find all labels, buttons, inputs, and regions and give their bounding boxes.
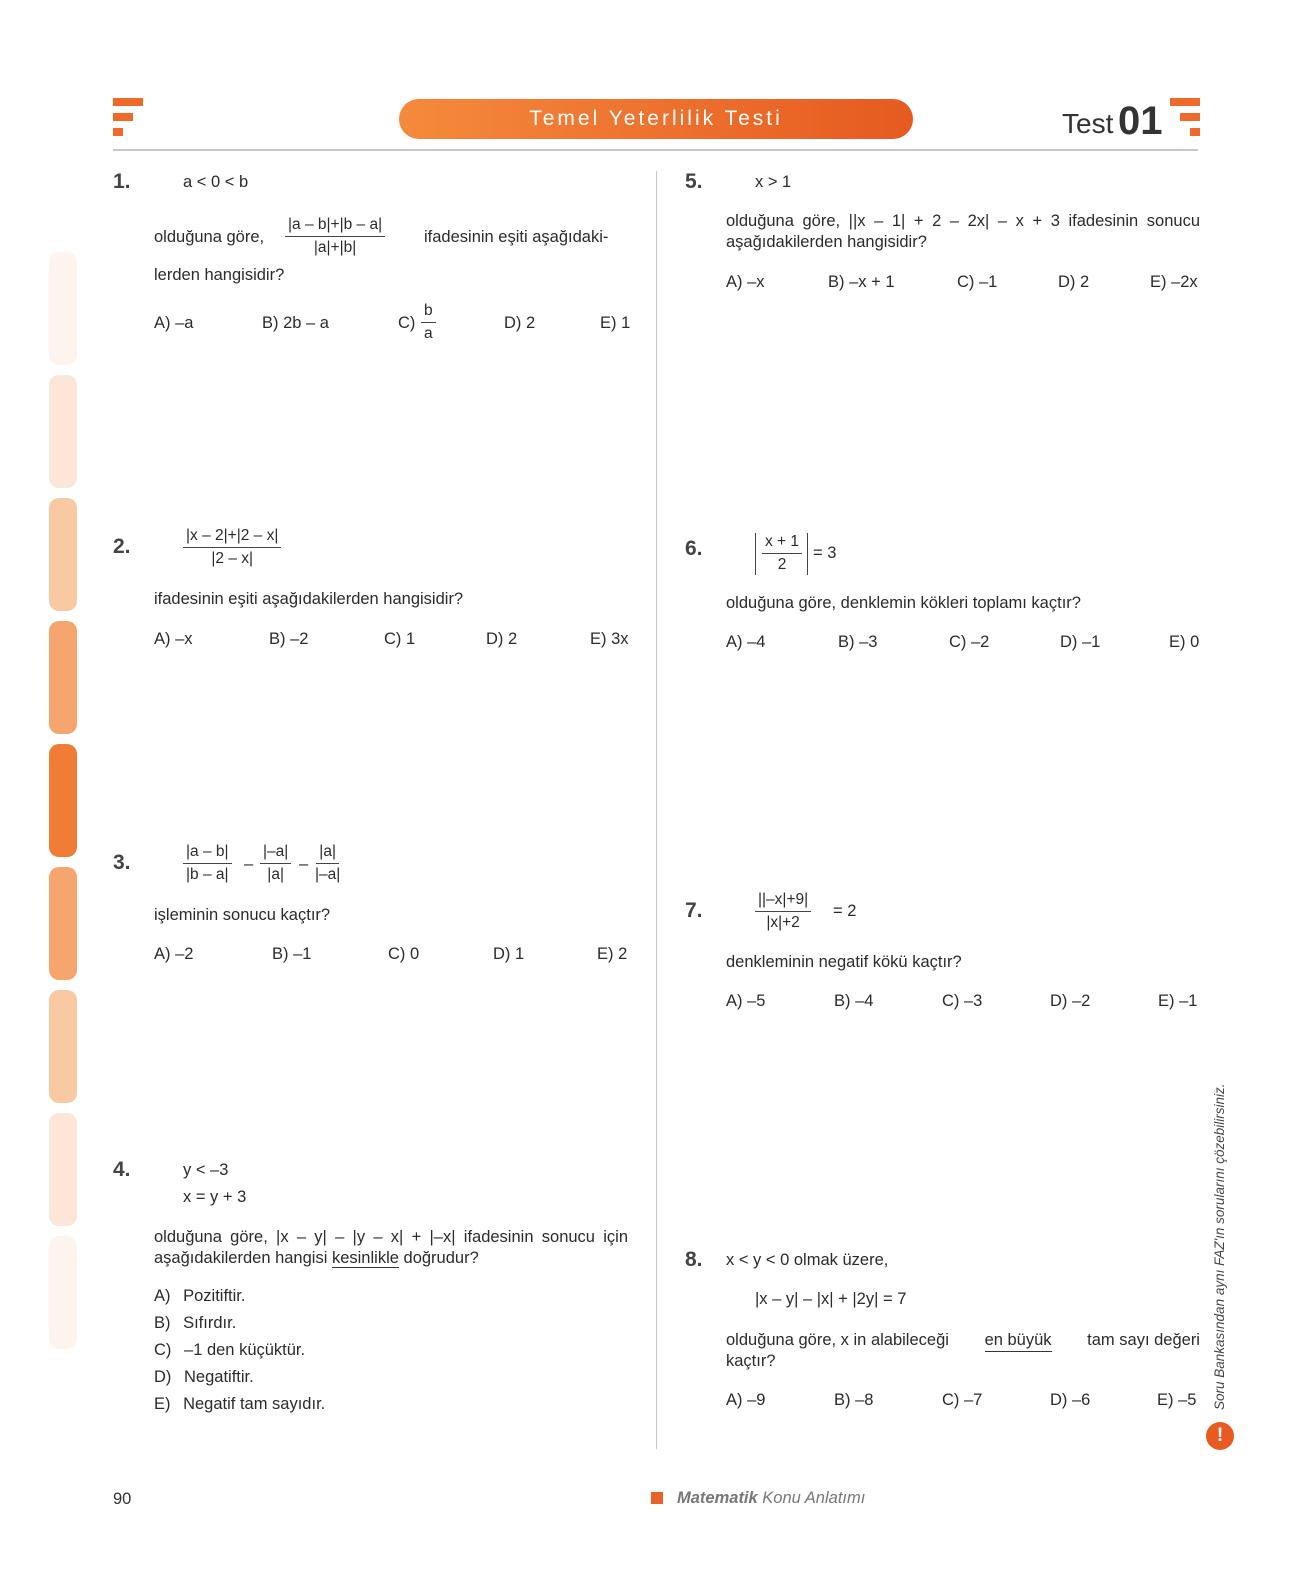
question-number: 7. (685, 899, 703, 922)
page-number: 90 (113, 1490, 132, 1508)
option-a[interactable]: A) –x (154, 630, 193, 648)
fraction-numerator: |a – b| (183, 843, 232, 864)
stem-text: olduğuna göre, ||x – 1| + 2 – 2x| – x + 3 ifadesinin sonucu (726, 212, 1200, 230)
emphasis-underline: kesinlikle (331, 1249, 399, 1267)
stem-text: olduğuna göre, x in alabileceği (726, 1331, 949, 1349)
option-e[interactable]: E) 2 (597, 945, 628, 963)
option-b[interactable]: B) –3 (838, 633, 878, 651)
option-text: –1 den küçüktür. (184, 1341, 306, 1359)
side-tab (49, 744, 77, 857)
given-condition: x > 1 (755, 173, 792, 191)
fraction-denominator: |b – a| (186, 866, 229, 883)
option-text: Negatiftir. (184, 1368, 254, 1386)
question-number: 5. (685, 170, 703, 193)
option-a[interactable]: A) –9 (726, 1391, 766, 1409)
footer-square-icon (651, 1492, 663, 1504)
given-condition: a < 0 < b (183, 173, 249, 191)
option-a[interactable]: A) –a (154, 314, 194, 332)
option-c[interactable]: C) 0 (388, 945, 420, 963)
side-tab (49, 1236, 77, 1349)
side-tab (49, 621, 77, 734)
side-tab (49, 1113, 77, 1226)
option-b[interactable]: B) –8 (834, 1391, 874, 1409)
option-a[interactable]: A) –2 (154, 945, 194, 963)
option-fraction (421, 302, 436, 343)
test-label: Test (1062, 108, 1114, 139)
column-divider (656, 171, 657, 1449)
option-c[interactable]: C) –2 (949, 633, 990, 651)
option-letter: B) (154, 1314, 171, 1332)
option-e[interactable]: E) –2x (1150, 273, 1198, 291)
fraction-denominator: |a| (267, 866, 284, 883)
question-number: 2. (113, 535, 131, 558)
stem-text: işleminin sonucu kaçtır? (154, 906, 331, 924)
given-condition: x < y < 0 olmak üzere, (726, 1251, 889, 1269)
fraction-term-3 (315, 843, 340, 884)
stem-text: olduğuna göre, |x – y| – |y – x| + |–x| ifadesinin sonucu için (154, 1228, 628, 1246)
fraction-denominator: |2 – x| (211, 550, 254, 567)
side-tab (49, 252, 77, 365)
minus-sign: – (299, 855, 309, 873)
stem-text: kaçtır? (726, 1352, 776, 1370)
option-d[interactable]: D) –6 (1050, 1391, 1091, 1409)
option-text: Pozitiftir. (183, 1287, 246, 1305)
abs-bar-right (807, 533, 808, 575)
option-d[interactable]: D) 1 (493, 945, 525, 963)
question-number: 1. (113, 170, 131, 193)
fraction-expression (285, 216, 385, 257)
option-b[interactable]: B) –x + 1 (828, 273, 895, 291)
option-a[interactable]: A) –x (726, 273, 765, 291)
abs-bar-left (755, 533, 756, 575)
fraction-denominator: |a|+|b| (313, 239, 357, 256)
option-c[interactable]: C) –3 (942, 992, 983, 1010)
option-letter: D) (154, 1368, 172, 1386)
option-b[interactable]: B) –2 (269, 630, 309, 648)
minus-sign: – (244, 855, 254, 873)
given-condition: x = y + 3 (183, 1188, 247, 1206)
book-title (677, 1489, 865, 1508)
option-text: Negatif tam sayıdır. (183, 1395, 326, 1413)
option-text: Sıfırdır. (183, 1314, 237, 1332)
stem-text: ifadesinin eşiti aşağıdaki- (424, 228, 609, 246)
stem-text: denkleminin negatif kökü kaçtır? (726, 953, 962, 971)
fraction-numerator: |a| (316, 843, 339, 864)
option-letter: C) (154, 1341, 172, 1359)
stem-text: ifadesinin eşiti aşağıdakilerden hangisidir? (154, 590, 464, 608)
option-e[interactable]: E) –5 (1157, 1391, 1197, 1409)
option-d[interactable]: D) –1 (1060, 633, 1101, 651)
warning-icon: ! (1206, 1422, 1234, 1450)
stem-text: aşağıdakilerden hangisidir? (726, 233, 927, 251)
question-number: 6. (685, 537, 703, 560)
fraction-term-2 (260, 843, 291, 884)
header-divider (113, 149, 1198, 151)
fraction-term-1 (183, 843, 232, 884)
option-a[interactable]: A) –4 (726, 633, 766, 651)
fraction-expression (755, 891, 811, 932)
question-number: 4. (113, 1158, 131, 1181)
option-d[interactable]: D) –2 (1050, 992, 1091, 1010)
option-a[interactable]: A) –5 (726, 992, 766, 1010)
option-e[interactable]: E) 3x (590, 630, 629, 648)
stem-text: doğrudur? (403, 1249, 479, 1267)
emphasis-underline: en büyük (985, 1329, 1052, 1352)
option-e[interactable]: E) –1 (1158, 992, 1198, 1010)
test-title: Temel Yeterlilik Testi (399, 99, 913, 139)
option-b[interactable] (154, 1314, 236, 1333)
option-d[interactable]: D) 2 (504, 314, 536, 332)
side-tab (49, 375, 77, 488)
option-b[interactable]: B) –1 (272, 945, 312, 963)
fraction-denominator: a (424, 325, 433, 342)
option-e[interactable]: E) 0 (1169, 633, 1200, 651)
option-c[interactable]: C) 1 (384, 630, 416, 648)
stem-text (154, 1249, 479, 1268)
fraction-denominator: |–a| (315, 866, 341, 883)
question-number: 3. (113, 851, 131, 874)
fraction-numerator: ||–x|+9| (755, 891, 811, 912)
question-number: 8. (685, 1248, 703, 1271)
option-e[interactable] (154, 1395, 325, 1414)
given-condition: |x – y| – |x| + |2y| = 7 (755, 1290, 907, 1308)
option-a[interactable] (154, 1287, 245, 1306)
stem-text (726, 1329, 1200, 1352)
fraction-expression (762, 533, 802, 574)
fraction-numerator: b (421, 302, 436, 323)
stem-text: tam sayı değeri (1087, 1331, 1200, 1349)
fraction-denominator: 2 (777, 556, 787, 573)
fraction-expression (183, 527, 281, 568)
book-title-bold: Matematik (677, 1489, 758, 1507)
option-d[interactable] (154, 1368, 254, 1387)
book-title-rest: Konu Anlatımı (762, 1489, 866, 1507)
stem-text: olduğuna göre, (154, 228, 265, 246)
equation-rhs: = 2 (833, 902, 857, 920)
option-e[interactable]: E) 1 (600, 314, 631, 332)
equation-rhs: = 3 (813, 544, 837, 562)
stem-text: aşağıdakilerden hangisi (154, 1249, 328, 1267)
option-c[interactable]: C) –7 (942, 1391, 983, 1409)
option-b[interactable]: B) –4 (834, 992, 874, 1010)
option-d[interactable]: D) 2 (1058, 273, 1090, 291)
stem-text: lerden hangisidir? (154, 266, 285, 284)
option-d[interactable]: D) 2 (486, 630, 518, 648)
option-b[interactable]: B) 2b – a (262, 314, 329, 332)
stem-text: olduğuna göre, denklemin kökleri toplamı kaçtır? (726, 594, 1081, 612)
side-tab (49, 498, 77, 611)
fraction-numerator: x + 1 (762, 533, 802, 554)
fraction-numerator: |x – 2|+|2 – x| (183, 527, 281, 548)
fraction-numerator: |–a| (260, 843, 291, 864)
test-number: 01 (1118, 99, 1163, 143)
fraction-denominator: |x|+2 (766, 914, 800, 931)
option-c[interactable] (154, 1341, 305, 1360)
side-note: Soru Bankasından aynı FAZ'ın sorularını çözebilirsiniz. (1212, 1083, 1227, 1410)
option-letter: A) (154, 1287, 171, 1305)
given-condition: y < –3 (183, 1161, 229, 1179)
side-tab (49, 867, 77, 980)
option-letter: E) (154, 1395, 171, 1413)
fraction-numerator: |a – b|+|b – a| (285, 216, 385, 237)
option-letter: C) (398, 314, 416, 332)
side-tab (49, 990, 77, 1103)
option-c[interactable]: C) –1 (957, 273, 998, 291)
